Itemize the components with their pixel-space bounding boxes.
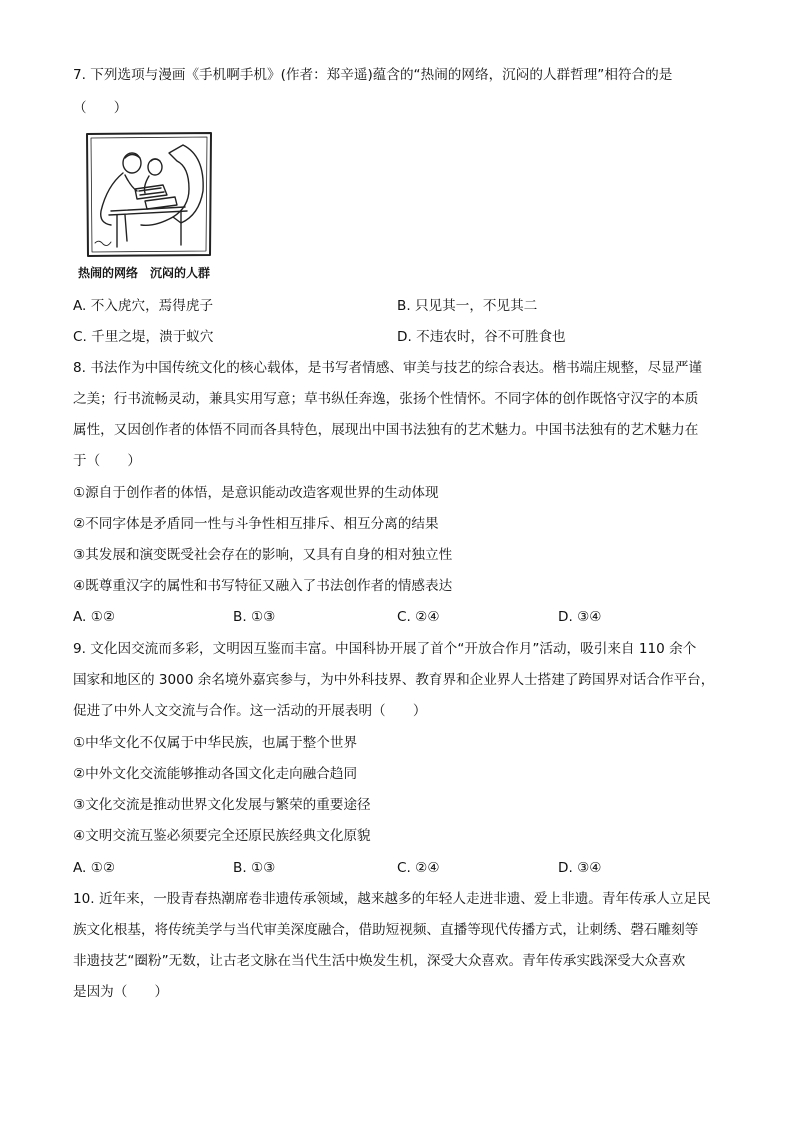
cartoon-illustration [85,131,213,258]
q8-option-a[interactable]: A. ①② [73,609,116,625]
q9-option-d[interactable]: D. ③④ [558,860,602,876]
q8-stem-line-3: 属性，又因创作者的体悟不同而各具特色，展现出中国书法独有的艺术魅力。中国书法独有的艺术魅力在 [73,422,699,438]
q10-stem-line-2: 族文化根基，将传统美学与当代审美深度融合，借助短视频、直播等现代传播方式，让刺绣、磬石雕刻等 [73,922,699,938]
q9-statement-2: ②中外文化交流能够推动各国文化走向融合趋同 [73,766,358,782]
q7-option-a[interactable]: A. 不入虎穴，焉得虎子 [73,298,214,314]
q8-option-c[interactable]: C. ②④ [397,609,440,625]
cartoon-caption: 热闹的网络 沉闷的人群 [78,266,211,280]
q8-stem-line-1: 8. 书法作为中国传统文化的核心载体，是书写者情感、审美与技艺的综合表达。楷书端庄规整，尽显严谨 [73,360,703,376]
q8-statement-3: ③其发展和演变既受社会存在的影响，又具有自身的相对独立性 [73,547,453,563]
q9-statement-1: ①中华文化不仅属于中华民族，也属于整个世界 [73,735,358,751]
q9-stem-line-2: 国家和地区的 3000 余名境外嘉宾参与，为中外科技界、教育界和企业界人士搭建了跨国界对话合作平台， [73,672,715,688]
q9-option-c[interactable]: C. ②④ [397,860,440,876]
q8-statement-4: ④既尊重汉字的属性和书写特征又融入了书法创作者的情感表达 [73,578,453,594]
q8-statement-1: ①源自于创作者的体悟，是意识能动改造客观世界的生动体现 [73,485,439,501]
q7-option-c[interactable]: C. 千里之堤，溃于蚁穴 [73,329,214,345]
q8-stem-line-2: 之美；行书流畅灵动，兼具实用写意；草书纵任奔逸，张扬个性情怀。不同字体的创作既恪守汉字的本质 [73,391,699,407]
q9-stem-line-1: 9. 文化因交流而多彩，文明因互鉴而丰富。中国科协开展了首个“开放合作月”活动，吸引来自 110 余个 [73,641,697,657]
q10-stem-line-4: 是因为（ ） [73,984,169,1000]
q8-stem-line-4: 于（ ） [73,453,141,469]
q10-stem-line-3: 非遗技艺“圈粉”无数，让古老文脉在当代生活中焕发生机，深受大众喜欢。青年传承实践深受大众喜欢 [73,953,686,969]
q7-option-b[interactable]: B. 只见其一，不见其二 [397,298,538,314]
q10-stem-line-1: 10. 近年来，一股青春热潮席卷非遗传承领域，越来越多的年轻人走进非遗、爱上非遗。青年传承人立足民 [73,891,711,907]
q9-option-a[interactable]: A. ①② [73,860,116,876]
q8-statement-2: ②不同字体是矛盾同一性与斗争性相互排斥、相互分离的结果 [73,516,439,532]
q9-option-b[interactable]: B. ①③ [233,860,276,876]
q7-stem-line-2: （ ） [73,100,128,116]
q8-option-b[interactable]: B. ①③ [233,609,276,625]
q9-statement-4: ④文明交流互鉴必须要完全还原民族经典文化原貌 [73,828,371,844]
q8-option-d[interactable]: D. ③④ [558,609,602,625]
q9-statement-3: ③文化交流是推动世界文化发展与繁荣的重要途径 [73,797,371,813]
q7-stem-line-1: 7. 下列选项与漫画《手机啊手机》(作者：郑辛遥)蕴含的“热闹的网络，沉闷的人群哲理”相符合的是 [73,67,673,83]
q9-stem-line-3: 促进了中外人文交流与合作。这一活动的开展表明（ ） [73,703,427,719]
q7-option-d[interactable]: D. 不违农时，谷不可胜食也 [397,329,566,345]
